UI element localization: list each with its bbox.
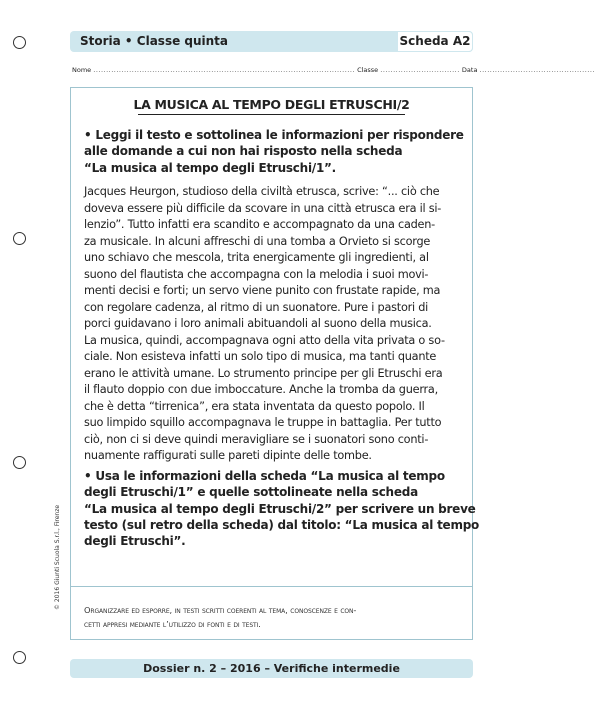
body-line: Jacques Heurgon, studioso della civiltà etrusca, scrive: “... ciò che — [84, 185, 440, 198]
name-field[interactable]: ...................................................................................................... — [93, 66, 355, 74]
instruction-line: degli Etruschi”. — [84, 534, 186, 549]
body-line: che è detta “tirrenica”, era stata inventata da questo popolo. Il — [84, 399, 425, 413]
student-info-row — [72, 66, 595, 74]
instruction-line: testo (sul retro della scheda) dal titolo: “La musica al tempo — [84, 517, 480, 532]
class-label: Classe — [357, 66, 379, 74]
body-line: menti decisi e forti; un servo viene punito con frustate rapide, ma — [84, 284, 441, 297]
instruction-line: • Leggi il testo e sottolinea le informazioni per rispondere — [84, 128, 464, 142]
learning-objective — [84, 603, 464, 631]
instruction-line: “La musica al tempo degli Etruschi/1”. — [84, 160, 336, 175]
instruction-line: alle domande a cui non hai risposto nella scheda — [84, 144, 403, 159]
sheet-label: Scheda A2 — [397, 31, 473, 52]
title-underline — [138, 114, 405, 115]
body-line: ciale. Non esisteva infatti un solo tipo di musica, ma tanti quante — [84, 350, 437, 363]
header-bar — [70, 31, 473, 52]
objective-line: cetti appresi mediante l’utilizzo di fonti e di testi. — [84, 619, 261, 629]
body-line: nuamente raffigurati sulle pareti dipinte delle tombe. — [84, 449, 372, 462]
body-line: uno schiavo che mescola, trita energicamente gli ingredienti, al — [84, 251, 429, 264]
body-line: con regolare cadenza, al ritmo di un suonatore. Pure i pastori di — [84, 300, 429, 314]
copyright-notice: © 2016 Giunti Scuola S.r.l., Firenze — [54, 504, 61, 610]
name-label: Nome — [72, 66, 92, 74]
body-line: ciò, non ci si deve quindi meravigliare se i suonatori sono conti- — [84, 432, 429, 446]
body-line: La musica, quindi, accompagnava ogni atto della vita privata o so- — [84, 333, 445, 347]
body-paragraph — [84, 184, 462, 465]
binder-hole-3 — [13, 456, 26, 469]
subject-label: Storia • Classe quinta — [80, 34, 229, 48]
body-line: suono del flautista che accompagna con la melodia i suoi movi- — [84, 267, 429, 281]
footer-bar: Dossier n. 2 – 2016 – Verifiche intermedie — [70, 659, 473, 678]
body-line: porci guidavano i loro animali abituandoli al suono della musica. — [84, 317, 432, 330]
objective-line: Organizzare ed esporre, in testi scritti coerenti al tema, conoscenze e con- — [84, 605, 357, 615]
body-line: za musicale. In alcuni affreschi di una tomba a Orvieto si scorge — [84, 234, 431, 248]
date-label: Data — [461, 66, 478, 74]
instruction-line: “La musica al tempo degli Etruschi/2” per scrivere un breve — [84, 501, 476, 516]
body-line: doveva essere più difficile da scovare in una città etrusca era il si- — [84, 201, 442, 215]
body-line: lenzio”. Tutto infatti era scandito e accompagnato da una caden- — [84, 218, 435, 231]
body-line: il flauto doppio con due imboccature. Anche la tromba da guerra, — [84, 383, 438, 396]
instruction-line: • Usa le informazioni della scheda “La musica al tempo — [84, 469, 445, 483]
date-field[interactable]: ............................................. — [479, 66, 595, 74]
class-field[interactable]: ............................... — [380, 66, 460, 74]
objective-divider — [70, 586, 473, 587]
instruction-write — [84, 468, 480, 549]
instruction-read — [84, 127, 464, 176]
body-line: erano le attività umane. Lo strumento principe per gli Etruschi era — [84, 366, 443, 380]
binder-hole-4 — [13, 651, 26, 664]
binder-hole-1 — [13, 36, 26, 49]
page-title: LA MUSICA AL TEMPO DEGLI ETRUSCHI/2 — [133, 97, 410, 112]
instruction-line: degli Etruschi/1” e quelle sottolineate nella scheda — [84, 485, 418, 500]
body-line: suo limpido squillo accompagnava le truppe in battaglia. Per tutto — [84, 416, 442, 429]
binder-hole-2 — [13, 232, 26, 245]
